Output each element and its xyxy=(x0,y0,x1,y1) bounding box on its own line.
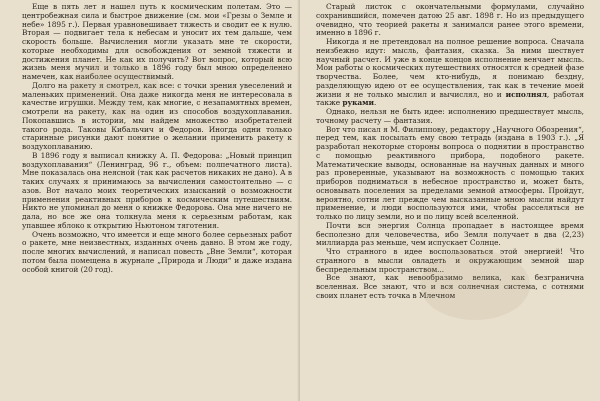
paragraph: В 1896 году я выписал книжку А. П. Федорова: „Новый принцип воздухоплавания“ (Ленинград, 96 г., объем: полпечатного листа). Мне показалась она неясной (так как расчетов никаких не дано). А в таких случаях я принимаюсь за вычисления самостоятельно — с азов. Вот начало моих теоретических изысканий о возможности применения реактивных приборов к космическим путешествиям. Никто не упоминал до меня о книжке Федорова. Она мне ничего не дала, но все же она толкнула меня к серьезным работам, как упавшее яблоко к открытию Ньютоном тяготения. xyxy=(22,150,292,230)
emphasis: исполнял xyxy=(505,89,547,99)
paragraph: Очень возможно, что имеется и еще много более серьезных работ о ракете, мне неизвестных, изданных очень давно. В этом же году, после многих вычислений, я написал повесть „Вне Земли“, которая потом была помещена в журнале „Природа и Люди“ и даже издана особой книгой (20 год). xyxy=(22,229,292,274)
emphasis: руками xyxy=(342,98,374,108)
paragraph: Все знают, как невообразимо велика, как безгранична вселенная. Все знают, что и вся солнечная система, с сотнями своих планет есть точка в Млечном xyxy=(316,273,584,300)
right-page xyxy=(300,0,600,401)
paper-stain xyxy=(70,60,160,120)
paragraph: Что странного в идее воспользоваться этой энергией! Что странного в мысли овладеть и окружающим земной шар беспредельным пространством... xyxy=(316,247,584,274)
paragraph: Почти вся энергия Солнца пропадает в настоящее время бесполезно для человечества, ибо Земля получает в два (2,23) миллиарда раз меньше, чем испускает Солнце. xyxy=(316,220,584,248)
paragraph: Никогда я не претендовал на полное решение вопроса. Сначала неизбежно идут: мысль, фантазия, сказка. За ними шествует научный расчет. И уже в конце концов исполнение венчает мысль. Мои работы о космических путешествиях относятся к средней фазе творчества. Более, чем кто-нибудь, я понимаю бездну, разделяющую идею от ее осуществления, так как в течение моей жизни я не только мыслил и вычислял, но и исполнял, работая также руками. xyxy=(316,37,584,108)
paragraph: Еще в пять лет я нашел путь к космическим полетам. Это — центробежная сила и быстрое движение (см. мои «Грезы о Земле и небе» 1895 г.). Первая уравновешивает тяжесть и сводит ее к нулю. Вторая — подвигает тела к небесам и уносит их тем дальше, чем скорость больше. Вычисления могли указать мне те скорости, которые необходимы для освобождения от земной тяжести и достижения планет. Не как их получить? Вот вопрос, который всю жизнь меня мучил и только в 1896 году был мною определенно намечен, как наиболее осуществимый. xyxy=(22,2,292,81)
paragraph: Вот что писал я М. Филиппову, редактору „Научного Обозрения“, перед тем, как посылать ему свою тетрадь (издана в 1903 г.). „Я разработал некоторые стороны вопроса о поднятии в пространство с помощью реактивного прибора, подобного ракете. Математические выводы, основанные на научных данных и много раз проверенные, указывают на возможность с помощью таких приборов подниматься в небесное пространство и, может быть, основывать поселения за пределами земной атмосферы. Пройдут, вероятно, сотни лет прежде чем высказанные мною мысли найдут применение, и люди воспользуются ими, чтобы расселяться не только по лицу земли, но и по лицу всей вселенной. xyxy=(316,124,584,221)
paper-stain xyxy=(420,250,530,320)
paragraph: Старый листок с окончательными формулами, случайно сохранившийся, помечен датою 25 авг. 1898 г. Но из предыдущего очевидно, что теорией ракеты я занимался ранее этого времени, именно в 1896 г. xyxy=(316,2,584,38)
paragraph: Долго на ракету я смотрел, как все: с точки зрения увеселений и маленьких применений. Она даже никогда меня не интересовала в качестве игрушки. Между тем, как многие, с незапамятных времен, смотрели на ракету, как на один из способов воздухоплавания. Покопавшись в истории, мы найдем множество изобретателей такого рода. Таковы Кибальчич и Федоров. Иногда одни только старинные рисунки дают понятие о желании применить ракету к воздухоплаванию. xyxy=(22,80,292,151)
paragraph: Однако, нельзя не быть идее: исполнению предшествует мысль, точному расчету — фантазия. xyxy=(316,107,584,125)
